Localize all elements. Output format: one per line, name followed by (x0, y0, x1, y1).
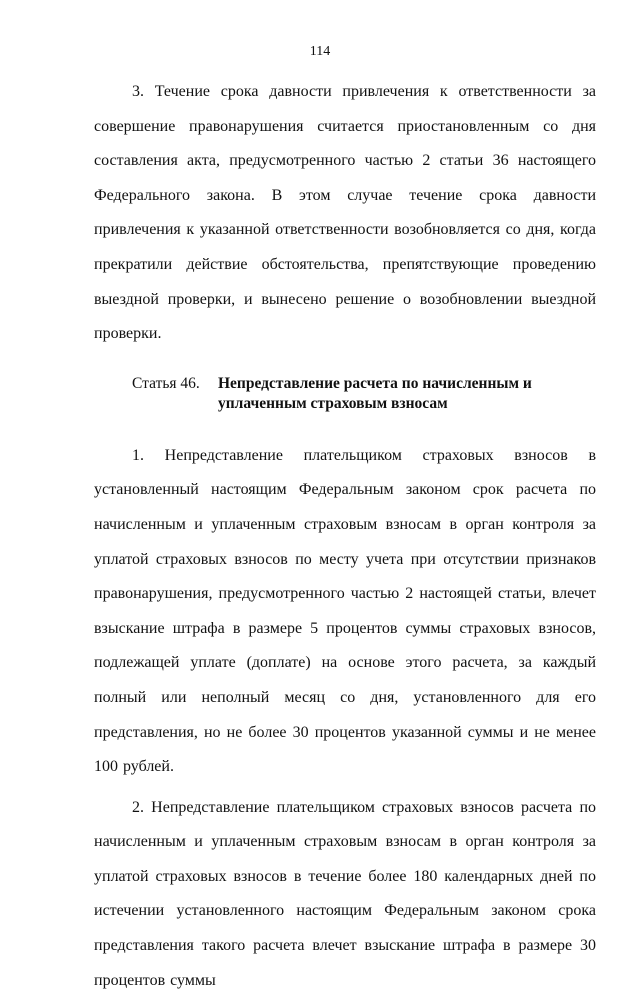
paragraph-article-46-part-2: 2. Непредставление плательщиком страховых взносов расчета по начисленным и уплаченным страховым взносам в орган контроля за уплатой страховых взносов в течение более 180 календарных дней по истечении установленного настоящим Федеральным законом срока представления такого расчета влечет взыскание штрафа в размере 30 процентов суммы (94, 798, 596, 989)
article-title: Непредставление расчета по начисленным и уплаченным страховым взносам (218, 374, 532, 412)
article-heading (132, 374, 596, 414)
page-number: 114 (309, 44, 331, 59)
paragraph-statute-limitation-suspension: 3. Течение срока давности привлечения к ответственности за совершение правонарушения считается приостановленным со дня составления акта, предусмотренного частью 2 статьи 36 настоящего Федерального закона. В этом случае течение срока давности привлечения к указанной ответственности возобновляется со дня, когда прекратили действие обстоятельства, препятствующие проведению выездной проверки, и вынесено решение о возобновлении выездной проверки. (94, 83, 596, 343)
article-label: Статья 46. (132, 374, 200, 392)
document-body (94, 75, 596, 998)
paragraph-article-46-part-1: 1. Непредставление плательщиком страховых взносов в установленный настоящим Федеральным законом срок расчета по начисленным и уплаченным страховым взносам в орган контроля за уплатой страховых взносов по месту учета при отсутствии признаков правонарушения, предусмотренного частью 2 настоящей статьи, влечет взыскание штрафа в размере 5 процентов суммы страховых взносов, подлежащей уплате (доплате) на основе этого расчета, за каждый полный или неполный месяц со дня, установленного для его представления, но не более 30 процентов указанной суммы и не менее 100 рублей. (94, 446, 596, 776)
